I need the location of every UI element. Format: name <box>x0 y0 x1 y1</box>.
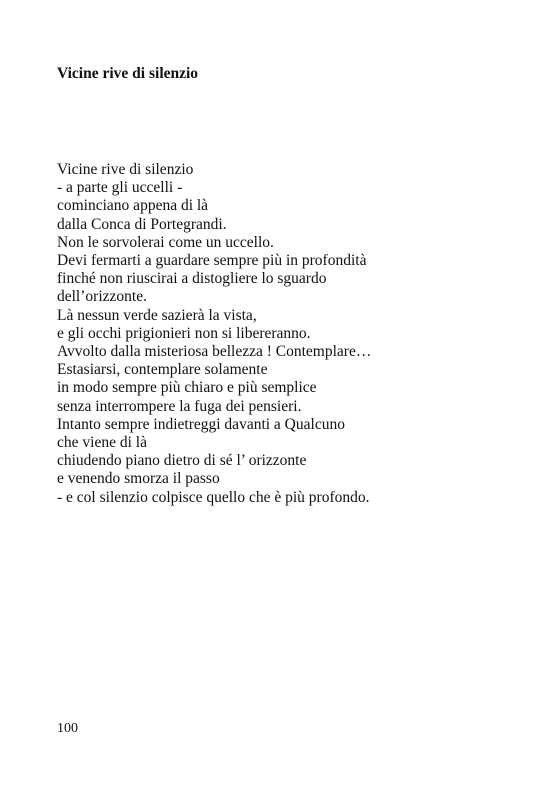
poem-line: - a parte gli uccelli - <box>57 179 183 197</box>
poem-line: Devi fermarti a guardare sempre più in profondità <box>57 252 367 270</box>
poem-body <box>57 161 371 507</box>
poem-line: senza interrompere la fuga dei pensieri. <box>57 397 302 415</box>
poem-line: Non le sorvolerai come un uccello. <box>57 233 274 251</box>
poem-line: Estasiarsi, contemplare solamente <box>57 361 268 379</box>
poem-line: Avvolto dalla misteriosa bellezza ! Contemplare… <box>57 343 372 361</box>
poem-line: Là nessun verde sazierà la vista, <box>57 306 257 324</box>
poem-line: che viene di là <box>57 434 147 452</box>
poem-line: e venendo smorza il passo <box>57 470 220 488</box>
poem-line: - e col silenzio colpisce quello che è più profondo. <box>57 488 370 506</box>
poem-line: e gli occhi prigionieri non si libereranno. <box>57 324 311 342</box>
poem-line: dalla Conca di Portegrandi. <box>57 215 227 233</box>
poem-line: Vicine rive di silenzio <box>57 161 194 178</box>
poem-line: Intanto sempre indietreggi davanti a Qualcuno <box>57 415 345 433</box>
poem-title: Vicine rive di silenzio <box>57 65 199 82</box>
page-number: 100 <box>57 721 78 736</box>
poem-line: chiudendo piano dietro di sé l’ orizzonte <box>57 452 307 470</box>
poem-line: dell’orizzonte. <box>57 288 147 306</box>
poem-line: in modo sempre più chiaro e più semplice <box>57 379 317 397</box>
poem-line: cominciano appena di là <box>57 197 209 215</box>
poem-line: finché non riuscirai a distogliere lo sguardo <box>57 270 327 288</box>
